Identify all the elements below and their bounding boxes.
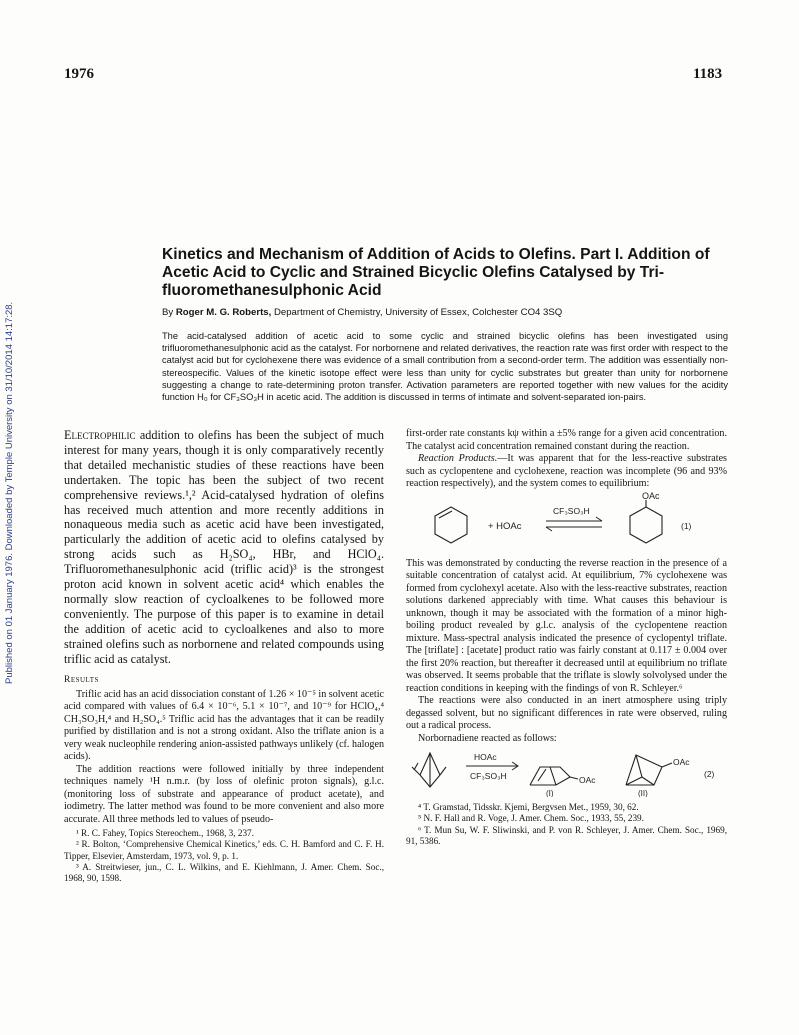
norbornadiene-structure	[412, 753, 446, 787]
scheme1-oac-label: OAc	[642, 490, 660, 501]
reaction-products-text: —It was apparent that for the less-reactive substrates such as cyclopentene and cyclohexene, reaction was incomplete (96 and 93% reaction respectively), and the system comes to equilibrium:	[406, 453, 727, 489]
scheme1-reagent: + HOAc	[488, 520, 522, 532]
left-column	[64, 428, 384, 884]
scheme1-number: (1)	[681, 520, 692, 531]
byline	[162, 307, 732, 318]
intro-paragraph	[64, 428, 384, 667]
scheme2-oac-1: OAc	[579, 775, 596, 785]
scheme-2	[406, 745, 727, 797]
article-title: Kinetics and Mechanism of Addition of Acids to Olefins. Part I. Addition of Acetic Acid to Cyclic and Strained Bicyclic Olefins Catalysed by Tri-fluoromethanesulphonic Acid	[162, 246, 710, 299]
footnote-4: ⁴ T. Gramstad, Tidsskr. Kjemi, Bergvsen Met., 1959, 30, 62.	[418, 802, 639, 812]
exo-acetate-structure	[530, 767, 578, 785]
scheme2-reagent: HOAc	[474, 752, 497, 762]
results-paragraph-2: The addition reactions were followed initially by three independent techniques namely ¹H n.m.r. (by loss of olefinic proton signals), g.l.c. (monitoring loss of substrate and appearance of product acetate), and iodimetry. The latter method was found to be more convenient and also more accurate. All three methods led to values of pseudo-	[64, 763, 384, 825]
journal-year: 1976	[64, 66, 94, 82]
download-watermark[interactable]: Published on 01 January 1976. Downloaded by Temple University on 31/10/2014 14:17:28.	[4, 301, 15, 684]
intro-first-word: Electrophilic	[64, 428, 136, 442]
footnote-1: ¹ R. C. Fahey, Topics Stereochem., 1968, 3, 237.	[76, 828, 254, 838]
byline-prefix: By	[162, 307, 176, 318]
footnote-3: ³ A. Streitwieser, jun., C. L. Wilkins, and E. Kiehlmann, J. Amer. Chem. Soc., 1968, 90, 1598.	[64, 861, 384, 884]
equilibrium-arrows	[546, 517, 602, 531]
affiliation: Department of Chemistry, University of Essex, Colchester CO4 3SQ	[271, 307, 563, 318]
norbornadiene-intro: Norbornadiene reacted as follows:	[418, 732, 557, 744]
results-paragraph-1: Triflic acid has an acid dissociation constant of 1.26 × 10⁻⁵ in solvent acetic acid compared with values of 6.4 × 10⁻⁶, 5.1 × 10⁻⁷, and 10⁻⁹ for HClO₄,⁴ CH₃SO₃H,⁴ and H₂SO₄.⁵ Triflic acid has the advantages that it can be readily purified by distillation and is not a strong oxidant. Also the triflate anion is a very weak nucleophile rendering anion-assisted pathways unlikely (cf. halogen acids).	[64, 688, 384, 762]
inert-atmosphere-paragraph: The reactions were also conducted in an inert atmosphere using triply degassed solvent, but no significant differences in rate were observed, ruling out a radical process.	[406, 695, 727, 731]
rate-constants-paragraph: first-order rate constants kψ within a ±5% range for a given acid concentration. The catalyst acid concentration remained constant during the reaction.	[406, 428, 727, 452]
scheme2-label-1: (I)	[546, 789, 554, 797]
reaction-products-paragraph	[406, 453, 727, 491]
scheme2-label-2: (II)	[638, 789, 648, 797]
footnote-2: ² R. Bolton, ‘Comprehensive Chemical Kinetics,’ eds. C. H. Bamford and C. F. H. Tipper, Elsevier, Amsterdam, 1973, vol. 9, p. 1.	[64, 839, 384, 861]
footnotes-right	[406, 802, 727, 847]
scheme2-oac-2: OAc	[673, 757, 690, 767]
scheme2-catalyst: CF₃SO₃H	[470, 771, 507, 781]
reaction-products-heading: Reaction Products.	[418, 453, 498, 464]
abstract: The acid-catalysed addition of acetic acid to some cyclic and strained bicyclic olefins has been investigated using trifluoromethanesulphonic acid as the catalyst. For norbornene and related derivatives, the reaction rate was first order with respect to the catalyst acid but for cyclohexene there was evidence of a small contribution from a second-order term. The addition was essentially non-stereospecific. Values of the kinetic isotope effect were less than unity for cyclic substrates but greater than unity for norbornene suggesting a change to rate-determining proton transfer. Activation parameters are reported together with new values for the acidity function H₀ for CF₃SO₃H in acetic acid. The addition is discussed in terms of intimate and solvent-separated ion-pairs.	[162, 331, 728, 403]
footnote-6: ⁶ T. Mun Su, W. F. Sliwinski, and P. von R. Schleyer, J. Amer. Chem. Soc., 1969, 91, 5386.	[406, 824, 727, 846]
equilibrium-paragraph: This was demonstrated by conducting the reverse reaction in the presence of a suitable concentration of catalyst acid. At equilibrium, 7% cyclohexene was formed from cyclohexyl acetate. Also with the less-reactive substrates, reaction solutions darkened appreciably with time. What causes this behaviour is unknown, though it may be associated with the formation of a minor high-boiling product revealed by g.l.c. analysis of the cyclopentene reaction mixture. Mass-spectral analysis indicated the presence of cyclopentyl triflate. The [triflate] : [acetate] product ratio was fairly constant at 0.117 ± 0.004 over the first 20% reaction, but thereafter it decreased until at equilibrium no triflate was observed. It seems probable that the triflate is slowly solvolysed under the reaction conditions in keeping with the findings of von R. Schleyer.⁶	[406, 557, 727, 694]
scheme2-number: (2)	[704, 769, 715, 779]
author-name: Roger M. G. Roberts,	[175, 307, 272, 318]
right-column	[406, 428, 727, 847]
scheme-1	[406, 491, 727, 553]
cyclohexene-structure	[435, 507, 467, 543]
footnote-5: ⁵ N. F. Hall and R. Voge, J. Amer. Chem. Soc., 1933, 55, 239.	[418, 813, 644, 824]
intro-text: addition to olefins has been the subject of much interest for many years, though it is only comparatively recently that detailed mechanistic studies of these reactions have been undertaken. The topic has been the subject of two recent comprehensive reviews.¹,² Acid-catalysed hydration of olefins has received much attention and more recently additions in nonaqueous media such as acetic acid have been investigated, particularly the addition of acetic acid to olefins catalysed by strong acids such as H₂SO₄, HBr, and HClO₄. Trifluoromethanesulphonic acid (triflic acid)³ is the strongest proton acid known in solvent acetic acid⁴ which enables the normally slow reaction of cycloalkenes to be followed more conveniently. The purpose of this paper is to examine in detail the addition of acetic acid to cycloalkenes and also to more strained olefins such as norbornene and related compounds using triflic acid as catalyst.	[64, 428, 384, 666]
page-number: 1183	[693, 66, 723, 82]
results-heading: Results	[64, 674, 99, 685]
footnotes-left	[64, 828, 384, 884]
nortricyclyl-acetate-structure	[626, 755, 672, 785]
scheme1-catalyst: CF₃SO₃H	[553, 505, 590, 516]
cyclohexyl-acetate-structure	[630, 500, 662, 543]
